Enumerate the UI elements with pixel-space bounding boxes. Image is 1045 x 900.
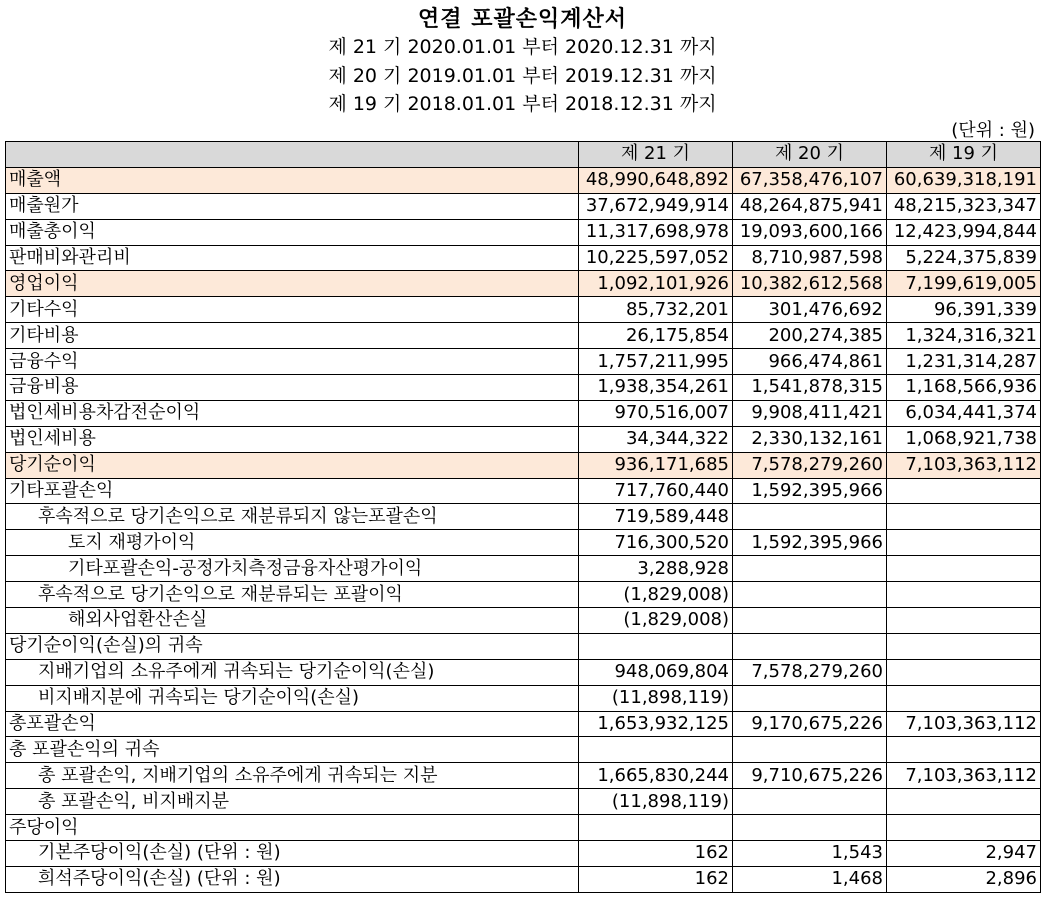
row-label: 금융수익 [6,349,579,375]
value-period-20 [733,504,887,530]
value-period-20: 1,468 [733,866,887,892]
table-row [6,167,1041,193]
row-label: 기타비용 [6,323,579,349]
value-period-19: 1,231,314,287 [887,349,1041,375]
table-row [6,530,1041,556]
table-row [6,737,1041,763]
row-label: 해외사업환산손실 [6,608,579,634]
value-period-20: 9,170,675,226 [733,711,887,737]
value-period-19 [887,737,1041,763]
value-period-20 [733,608,887,634]
value-period-21: 10,225,597,052 [579,245,733,271]
value-period-21 [579,737,733,763]
value-period-20: 1,592,395,966 [733,478,887,504]
table-row [6,452,1041,478]
value-period-21: 48,990,648,892 [579,167,733,193]
header-period-20: 제 20 기 [733,142,887,168]
value-period-21: 3,288,928 [579,556,733,582]
table-row [6,582,1041,608]
value-period-21: (11,898,119) [579,685,733,711]
value-period-19: 1,324,316,321 [887,323,1041,349]
table-row [6,789,1041,815]
value-period-21: 719,589,448 [579,504,733,530]
value-period-19: 48,215,323,347 [887,193,1041,219]
table-row [6,608,1041,634]
value-period-20: 48,264,875,941 [733,193,887,219]
value-period-21: 716,300,520 [579,530,733,556]
value-period-20 [733,633,887,659]
value-period-21: (11,898,119) [579,789,733,815]
table-row [6,349,1041,375]
row-label: 후속적으로 당기손익으로 재분류되지 않는포괄손익 [6,504,579,530]
value-period-20: 19,093,600,166 [733,219,887,245]
row-label: 판매비와관리비 [6,245,579,271]
value-period-21: 1,653,932,125 [579,711,733,737]
table-row [6,375,1041,401]
value-period-19: 7,103,363,112 [887,452,1041,478]
table-row [6,763,1041,789]
value-period-21: 85,732,201 [579,297,733,323]
value-period-19: 1,168,566,936 [887,375,1041,401]
table-row [6,633,1041,659]
value-period-20: 301,476,692 [733,297,887,323]
value-period-20: 200,274,385 [733,323,887,349]
table-row [6,297,1041,323]
value-period-20 [733,685,887,711]
value-period-20: 9,710,675,226 [733,763,887,789]
statement-title: 연결 포괄손익계산서 [418,7,627,32]
value-period-19: 7,199,619,005 [887,271,1041,297]
value-period-21: 37,672,949,914 [579,193,733,219]
row-label: 비지배지분에 귀속되는 당기순이익(손실) [6,685,579,711]
table-row [6,245,1041,271]
value-period-19: 60,639,318,191 [887,167,1041,193]
header-label-column [6,142,579,168]
row-label: 금융비용 [6,375,579,401]
row-label: 주당이익 [6,815,579,841]
table-row [6,815,1041,841]
value-period-20: 9,908,411,421 [733,400,887,426]
row-label: 기타수익 [6,297,579,323]
row-label: 법인세비용차감전순이익 [6,400,579,426]
header-period-19: 제 19 기 [887,142,1041,168]
value-period-21: 34,344,322 [579,426,733,452]
value-period-20: 966,474,861 [733,349,887,375]
value-period-20 [733,737,887,763]
value-period-20 [733,556,887,582]
row-label: 매출원가 [6,193,579,219]
value-period-19 [887,478,1041,504]
row-label: 지배기업의 소유주에게 귀속되는 당기순이익(손실) [6,659,579,685]
value-period-21: 717,760,440 [579,478,733,504]
table-row [6,841,1041,867]
value-period-20: 67,358,476,107 [733,167,887,193]
row-label: 기본주당이익(손실) (단위 : 원) [6,841,579,867]
row-label: 영업이익 [6,271,579,297]
value-period-21: 970,516,007 [579,400,733,426]
table-row [6,219,1041,245]
row-label: 총포괄손익 [6,711,579,737]
value-period-19: 12,423,994,844 [887,219,1041,245]
value-period-20: 8,710,987,598 [733,245,887,271]
row-label: 후속적으로 당기손익으로 재분류되는 포괄이익 [6,582,579,608]
row-label: 토지 재평가이익 [6,530,579,556]
value-period-19: 7,103,363,112 [887,711,1041,737]
value-period-21: 26,175,854 [579,323,733,349]
table-row [6,400,1041,426]
table-row [6,426,1041,452]
period-line-21: 제 21 기 2020.01.01 부터 2020.12.31 까지 [328,36,717,58]
value-period-19: 96,391,339 [887,297,1041,323]
table-row [6,866,1041,892]
value-period-19 [887,815,1041,841]
value-period-20 [733,815,887,841]
value-period-19 [887,582,1041,608]
period-line-20: 제 20 기 2019.01.01 부터 2019.12.31 까지 [328,65,717,87]
value-period-20: 7,578,279,260 [733,452,887,478]
row-label: 매출총이익 [6,219,579,245]
value-period-21: 1,092,101,926 [579,271,733,297]
value-period-19 [887,504,1041,530]
table-row [6,478,1041,504]
table-body [6,167,1041,892]
value-period-19 [887,659,1041,685]
value-period-19 [887,633,1041,659]
value-period-20: 10,382,612,568 [733,271,887,297]
value-period-20 [733,582,887,608]
value-period-20: 1,592,395,966 [733,530,887,556]
header-row [6,142,1041,168]
row-label: 희석주당이익(손실) (단위 : 원) [6,866,579,892]
table-row [6,685,1041,711]
row-label: 법인세비용 [6,426,579,452]
row-label: 기타포괄손익-공정가치측정금융자산평가이익 [6,556,579,582]
value-period-21: 948,069,804 [579,659,733,685]
value-period-21: 162 [579,841,733,867]
value-period-21: 1,938,354,261 [579,375,733,401]
value-period-19: 1,068,921,738 [887,426,1041,452]
income-statement-table [5,141,1041,893]
table-row [6,556,1041,582]
table-row [6,193,1041,219]
table-row [6,323,1041,349]
value-period-21: 1,665,830,244 [579,763,733,789]
value-period-19: 7,103,363,112 [887,763,1041,789]
value-period-19: 2,947 [887,841,1041,867]
value-period-19 [887,556,1041,582]
value-period-19: 2,896 [887,866,1041,892]
value-period-19 [887,685,1041,711]
table-header [6,142,1041,168]
value-period-19 [887,789,1041,815]
value-period-19 [887,608,1041,634]
value-period-21: 11,317,698,978 [579,219,733,245]
value-period-21: 936,171,685 [579,452,733,478]
value-period-20: 7,578,279,260 [733,659,887,685]
row-label: 매출액 [6,167,579,193]
value-period-21: 162 [579,866,733,892]
value-period-21: (1,829,008) [579,582,733,608]
table-row [6,504,1041,530]
value-period-21 [579,633,733,659]
table-row [6,659,1041,685]
value-period-20: 1,541,878,315 [733,375,887,401]
table-row [6,711,1041,737]
value-period-20 [733,789,887,815]
row-label: 총 포괄손익, 지배기업의 소유주에게 귀속되는 지분 [6,763,579,789]
table-row [6,271,1041,297]
value-period-21 [579,815,733,841]
value-period-20: 2,330,132,161 [733,426,887,452]
row-label: 기타포괄손익 [6,478,579,504]
value-period-21: (1,829,008) [579,608,733,634]
row-label: 총 포괄손익, 비지배지분 [6,789,579,815]
header-period-21: 제 21 기 [579,142,733,168]
value-period-19: 6,034,441,374 [887,400,1041,426]
row-label: 당기순이익 [6,452,579,478]
value-period-20: 1,543 [733,841,887,867]
value-period-19: 5,224,375,839 [887,245,1041,271]
row-label: 총 포괄손익의 귀속 [6,737,579,763]
period-line-19: 제 19 기 2018.01.01 부터 2018.12.31 까지 [328,93,717,115]
value-period-21: 1,757,211,995 [579,349,733,375]
row-label: 당기순이익(손실)의 귀속 [6,633,579,659]
value-period-19 [887,530,1041,556]
unit-label: (단위 : 원) [951,120,1035,141]
